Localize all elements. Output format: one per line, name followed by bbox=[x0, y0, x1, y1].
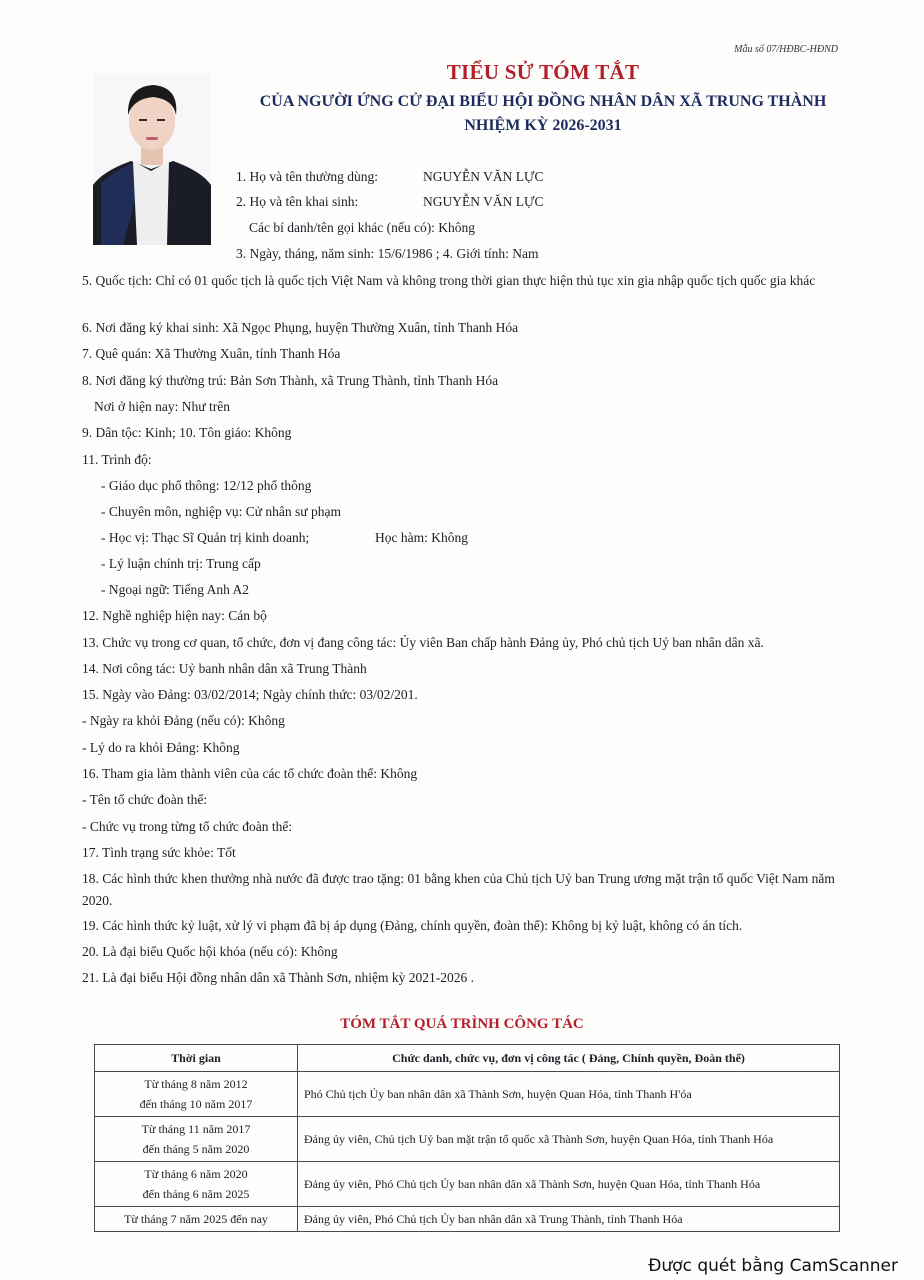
form-number: Mẫu số 07/HĐBC-HĐND bbox=[734, 44, 838, 55]
role-cell: Đảng ủy viên, Phó Chủ tịch Ủy ban nhân dân xã Thành Sơn, huyện Quan Hóa, tỉnh Thanh Hóa bbox=[298, 1162, 840, 1207]
document-subtitle bbox=[230, 90, 856, 138]
time-cell bbox=[95, 1117, 298, 1162]
field-birth-registration: 6. Nơi đăng ký khai sinh: Xã Ngọc Phụng, huyện Thường Xuân, tỉnh Thanh Hóa bbox=[82, 320, 519, 335]
field-workplace: 14. Nơi công tác: Uỷ banh nhân dân xã Trung Thành bbox=[82, 661, 367, 676]
field-dob-gender: 3. Ngày, tháng, năm sinh: 15/6/1986 ; 4. Giới tính: Nam bbox=[236, 246, 539, 261]
field-permanent-address: 8. Nơi đăng ký thường trú: Bản Sơn Thành, xã Trung Thành, tỉnh Thanh Hóa bbox=[82, 373, 499, 388]
field-specialization: - Chuyên môn, nghiệp vụ: Cử nhân sư phạm bbox=[101, 504, 341, 519]
field-party-leave-reason: - Lý do ra khỏi Đảng: Không bbox=[82, 740, 240, 755]
time-cell bbox=[95, 1072, 298, 1117]
time-cell bbox=[95, 1162, 298, 1207]
table-row bbox=[95, 1207, 840, 1232]
work-history-table bbox=[94, 1044, 840, 1232]
field-current-residence: Nơi ở hiện nay: Như trên bbox=[94, 399, 230, 414]
field-academic-degree: - Học vị: Thạc Sĩ Quản trị kinh doanh; bbox=[101, 530, 310, 545]
field-discipline: 19. Các hình thức kỷ luật, xử lý vi phạm đã bị áp dụng (Đảng, chính quyền, đoàn thể): Không bị kỷ luật, không có án tích. bbox=[82, 918, 743, 933]
field-foreign-language: - Ngoại ngữ: Tiếng Anh A2 bbox=[101, 582, 249, 597]
field-nationality: 5. Quốc tịch: Chỉ có 01 quốc tịch là quốc tịch Việt Nam và không trong thời gian thực hiện thủ tục xin gia nhập quốc tịch quốc gia khác bbox=[82, 273, 816, 288]
field-ethnicity-religion: 9. Dân tộc: Kinh; 10. Tôn giáo: Không bbox=[82, 425, 292, 440]
field-academic-title: Học hàm: Không bbox=[375, 530, 468, 545]
time-to: đến tháng 10 năm 2017 bbox=[139, 1097, 253, 1111]
subtitle-line-1: CỦA NGƯỜI ỨNG CỬ ĐẠI BIỂU HỘI ĐỒNG NHÂN DÂN XÃ TRUNG THÀNH bbox=[259, 93, 827, 110]
field-party-dates: 15. Ngày vào Đảng: 03/02/2014; Ngày chính thức: 03/02/201. bbox=[82, 687, 418, 702]
role-cell: Đảng ủy viên, Chủ tịch Uỷ ban mặt trận tổ quốc xã Thành Sơn, huyện Quan Hóa, tỉnh Thanh Hóa bbox=[298, 1117, 840, 1162]
field-awards: 18. Các hình thức khen thưởng nhà nước đã được trao tặng: 01 bằng khen của Chủ tịch Uỷ ban Trung ương mặt trận tổ quốc Việt Nam năm 2020. bbox=[82, 871, 835, 908]
work-history-title: TÓM TẮT QUÁ TRÌNH CÔNG TÁC bbox=[340, 1016, 584, 1032]
field-organizations: 16. Tham gia làm thành viên của các tổ chức đoàn thể: Không bbox=[82, 766, 418, 781]
table-row bbox=[95, 1117, 840, 1162]
candidate-photo bbox=[93, 73, 211, 245]
field-party-leave-date: - Ngày ra khỏi Đảng (nếu có): Không bbox=[82, 713, 285, 728]
field-education-heading: 11. Trình độ: bbox=[82, 452, 152, 467]
field-birth-name-label: 2. Họ và tên khai sinh: bbox=[236, 194, 359, 209]
camscanner-watermark: Được quét bằng CamScanner bbox=[648, 1256, 898, 1276]
field-occupation: 12. Nghề nghiệp hiện nay: Cán bộ bbox=[82, 608, 267, 623]
field-hometown: 7. Quê quán: Xã Thường Xuân, tỉnh Thanh Hóa bbox=[82, 346, 341, 361]
subtitle-line-2: NHIỆM KỲ 2026-2031 bbox=[464, 117, 622, 134]
table-header-row bbox=[95, 1045, 840, 1072]
table-row bbox=[95, 1162, 840, 1207]
field-birth-name-value: NGUYỄN VĂN LỰC bbox=[423, 194, 544, 209]
field-health: 17. Tình trạng sức khỏe: Tốt bbox=[82, 845, 236, 860]
time-from: Từ tháng 8 năm 2012 bbox=[144, 1077, 248, 1091]
field-council-member: 21. Là đại biểu Hội đồng nhân dân xã Thành Sơn, nhiệm kỳ 2021-2026 . bbox=[82, 970, 474, 985]
time-from: Từ tháng 11 năm 2017 bbox=[141, 1122, 251, 1136]
table-row bbox=[95, 1072, 840, 1117]
document-title: TIỂU SỬ TÓM TẮT bbox=[446, 60, 640, 84]
field-alias: Các bí danh/tên gọi khác (nếu có): Không bbox=[249, 220, 476, 235]
time-from: Từ tháng 6 năm 2020 bbox=[144, 1167, 248, 1181]
field-organization-role: - Chức vụ trong từng tổ chức đoàn thể: bbox=[82, 819, 293, 834]
field-national-assembly: 20. Là đại biểu Quốc hội khóa (nếu có): Không bbox=[82, 944, 338, 959]
time-cell bbox=[95, 1207, 298, 1232]
field-general-education: - Giáo dục phổ thông: 12/12 phổ thông bbox=[101, 478, 312, 493]
column-header-role: Chức danh, chức vụ, đơn vị công tác ( Đảng, Chính quyền, Đoàn thể) bbox=[298, 1045, 840, 1072]
time-to: đến tháng 6 năm 2025 bbox=[142, 1187, 250, 1201]
field-political-theory: - Lý luận chính trị: Trung cấp bbox=[101, 556, 261, 571]
column-header-time: Thời gian bbox=[95, 1045, 298, 1072]
time-to: đến tháng 5 năm 2020 bbox=[142, 1142, 250, 1156]
role-cell: Phó Chủ tịch Ủy ban nhân dân xã Thành Sơn, huyện Quan Hóa, tỉnh Thanh H'óa bbox=[298, 1072, 840, 1117]
field-common-name-label: 1. Họ và tên thường dùng: bbox=[236, 169, 378, 184]
role-cell: Đảng ủy viên, Phó Chủ tịch Ủy ban nhân dân xã Trung Thành, tỉnh Thanh Hóa bbox=[298, 1207, 840, 1232]
field-position: 13. Chức vụ trong cơ quan, tổ chức, đơn vị đang công tác: Ủy viên Ban chấp hành Đảng ủy, Phó chủ tịch Uỷ ban nhân dân xã. bbox=[82, 635, 764, 650]
time-from: Từ tháng 7 năm 2025 đến nay bbox=[124, 1212, 268, 1226]
field-organization-name: - Tên tổ chức đoàn thể: bbox=[82, 792, 208, 807]
field-common-name-value: NGUYỄN VĂN LỰC bbox=[423, 169, 544, 184]
